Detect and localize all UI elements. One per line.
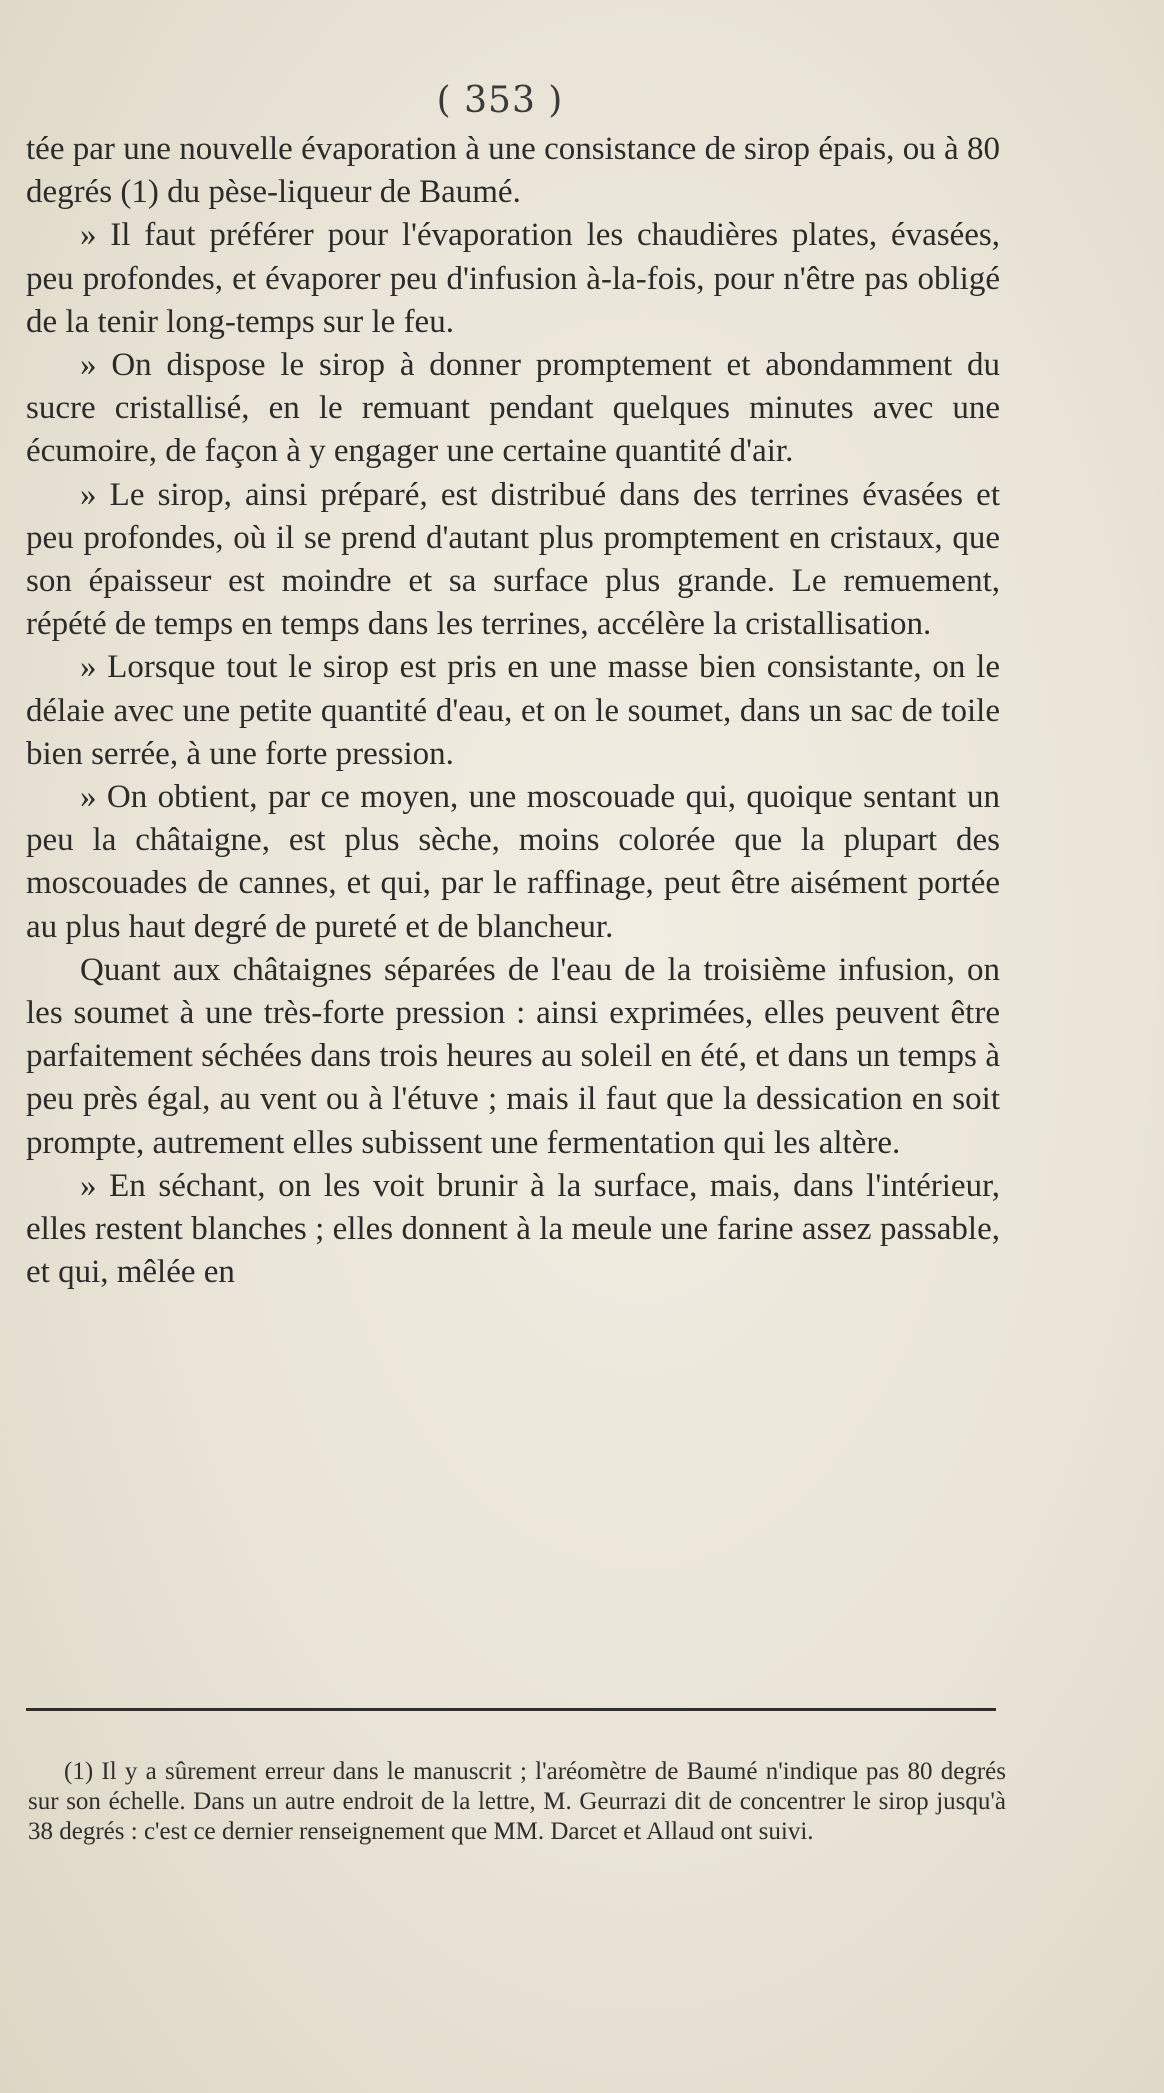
paragraph-3: » On dispose le sirop à donner promptement et abondamment du sucre cristallisé, en le remuant pendant quelques minutes avec une écumoire, de façon à y engager une certaine quantité d'air.	[26, 347, 1000, 470]
paragraph-8: » En séchant, on les voit brunir à la surface, mais, dans l'intérieur, elles restent blanches ; elles donnent à la meule une farine assez passable, et qui, mêlée en	[26, 1167, 1000, 1291]
footnote-divider	[26, 1708, 996, 1711]
paragraph-1: tée par une nouvelle évaporation à une consistance de sirop épais, ou à 80 degrés (1) du pèse-liqueur de Baumé.	[26, 131, 1000, 211]
footnote	[28, 1757, 1006, 1847]
paragraph-6: » On obtient, par ce moyen, une moscouade qui, quoique sentant un peu la châtaigne, est plus sèche, moins colorée que la plupart des moscouades de cannes, et qui, par le raffinage, peut être aisément portée au plus haut degré de pureté et de blancheur.	[26, 779, 1000, 945]
footnote-text: (1) Il y a sûrement erreur dans le manuscrit ; l'aréomètre de Baumé n'indique pas 80 degrés sur son échelle. Dans un autre endroit de la lettre, M. Geurrazi dit de concentrer le sirop jusqu'à 38 degrés : c'est ce dernier renseignement que MM. Darcet et Allaud ont suivi.	[28, 1758, 1006, 1845]
paragraph-5: » Lorsque tout le sirop est pris en une masse bien consistante, on le délaie avec une petite quantité d'eau, et on le soumet, dans un sac de toile bien serrée, à une forte pression.	[26, 649, 1000, 772]
paragraph-4: » Le sirop, ainsi préparé, est distribué dans des terrines évasées et peu profondes, où il se prend d'autant plus promptement en cristaux, que son épaisseur est moindre et sa surface plus grande. Le remuement, répété de temps en temps dans les terrines, accélère la cristallisation.	[26, 476, 1000, 643]
main-text	[26, 128, 1000, 1294]
paragraph-7: Quant aux châtaignes séparées de l'eau de la troisième infusion, on les soumet à une très-forte pression : ainsi exprimées, elles peuvent être parfaitement séchées dans trois heures au soleil en été, et dans un temps à peu près égal, au vent ou à l'étuve ; mais il faut que la dessication en soit prompte, autrement elles subissent une fermentation qui les altère.	[26, 951, 1000, 1161]
paragraph-2: » Il faut préférer pour l'évaporation les chaudières plates, évasées, peu profondes, et évaporer peu d'infusion à-la-fois, pour n'être pas obligé de la tenir long-temps sur le feu.	[26, 217, 1000, 340]
page-number: ( 353 )	[436, 80, 564, 121]
